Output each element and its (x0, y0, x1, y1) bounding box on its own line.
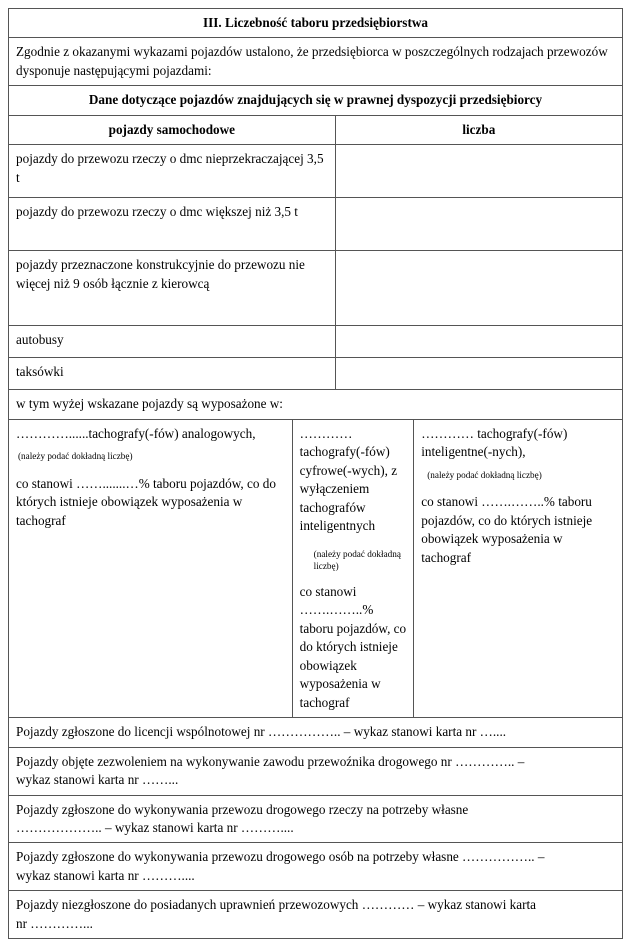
vehicle-count-field[interactable] (335, 251, 622, 326)
tachograph-digital-note: (należy podać dokładną liczbę) (313, 548, 401, 572)
tachograph-analog-note: (należy podać dokładną liczbę) (18, 451, 133, 462)
section-title-row (9, 9, 623, 38)
declaration-community-licence[interactable]: Pojazdy zgłoszone do licencji wspólnotowej nr …………….. – wykaz stanowi karta nr ….... (9, 718, 623, 747)
tachograph-smart-cell (414, 419, 623, 717)
tachograph-analog-cell (9, 419, 293, 717)
vehicle-category-label: autobusy (9, 326, 336, 358)
table-row (9, 145, 623, 198)
tachograph-row (9, 419, 623, 717)
declaration-line-1: Pojazdy zgłoszone do wykonywania przewozu drogowego osób na potrzeby własne …………….. – (16, 849, 545, 865)
tachograph-digital-percent[interactable]: co stanowi …….……..% taboru pojazdów, co do których istnieje obowiązek wyposażenia w tachograf (299, 583, 407, 710)
intro-paragraph: Zgodnie z okazanymi wykazami pojazdów ustalono, że przedsiębiorca w poszczególnych rodzajach przewozów dysponuje następującymi pojazdami: (9, 38, 623, 86)
declaration-road-transport-permit[interactable] (9, 747, 623, 795)
declaration-row (9, 718, 623, 747)
vehicle-category-label: pojazdy do przewozu rzeczy o dmc nieprzekraczającej 3,5 t (9, 145, 336, 198)
table-row (9, 198, 623, 251)
vehicle-category-label: taksówki (9, 358, 336, 390)
tachograph-digital-label[interactable]: ………… tachografy(-fów) cyfrowe(-wych), z wyłączeniem tachografów inteligentnych (299, 425, 398, 534)
declaration-line-2: wykaz stanowi karta nr ……….... (16, 867, 195, 883)
vehicle-category-label: pojazdy do przewozu rzeczy o dmc większej niż 3,5 t (9, 198, 336, 251)
equipment-intro-text: w tym wyżej wskazane pojazdy są wyposażone w: (9, 390, 623, 419)
table-caption: Dane dotyczące pojazdów znajdujących się w prawnej dyspozycji przedsiębiorcy (9, 86, 623, 115)
declaration-line-2: nr …………... (16, 915, 93, 931)
declaration-line-2: ……………….. – wykaz stanowi karta nr ……….... (16, 819, 294, 835)
declaration-line-1: Pojazdy zgłoszone do wykonywania przewozu drogowego rzeczy na potrzeby własne (16, 801, 469, 817)
intro-row (9, 38, 623, 86)
equipment-intro-row (9, 390, 623, 419)
page-title: III. Liczebność taboru przedsiębiorstwa (9, 9, 623, 38)
tachograph-smart-label[interactable]: ………… tachografy(-fów) inteligentne(-nych), (421, 425, 568, 460)
spacer (421, 481, 615, 493)
declaration-row (9, 843, 623, 891)
column-header-count: liczba (335, 115, 622, 144)
spacer (300, 573, 407, 583)
spacer (16, 463, 285, 475)
declaration-line-2: wykaz stanowi karta nr ……... (16, 772, 179, 788)
declaration-unregistered-vehicles[interactable] (9, 891, 623, 939)
table-header-row (9, 115, 623, 144)
vehicle-fleet-form-table (8, 8, 623, 939)
table-row (9, 358, 623, 390)
vehicle-category-label: pojazdy przeznaczone konstrukcyjnie do przewozu nie więcej niż 9 osób łącznie z kierowcą (9, 251, 336, 326)
vehicle-count-field[interactable] (335, 358, 622, 390)
tachograph-analog-label[interactable]: …………......tachografy(-fów) analogowych, (16, 425, 256, 441)
vehicle-count-field[interactable] (335, 326, 622, 358)
column-header-vehicles: pojazdy samochodowe (9, 115, 336, 144)
tachograph-analog-percent[interactable]: co stanowi …….......…% taboru pojazdów, co do których istnieje obowiązek wyposażenia w tachograf (16, 475, 276, 528)
declaration-own-passenger-transport[interactable] (9, 843, 623, 891)
tachograph-smart-note: (należy podać dokładną liczbę) (427, 469, 542, 480)
table-row (9, 251, 623, 326)
tachograph-digital-cell (292, 419, 414, 717)
vehicle-count-field[interactable] (335, 145, 622, 198)
vehicle-count-field[interactable] (335, 198, 622, 251)
declaration-line-1: Pojazdy objęte zezwoleniem na wykonywanie zawodu przewoźnika drogowego nr ………….. – (16, 753, 525, 769)
declaration-row (9, 747, 623, 795)
tachograph-smart-percent[interactable]: co stanowi …….……..% taboru pojazdów, co do których istnieje obowiązek wyposażenia w tachograf (421, 494, 593, 565)
table-row (9, 326, 623, 358)
table-caption-row (9, 86, 623, 115)
declaration-row (9, 795, 623, 843)
declaration-own-goods-transport[interactable] (9, 795, 623, 843)
declaration-row (9, 891, 623, 939)
declaration-line-1: Pojazdy niezgłoszone do posiadanych uprawnień przewozowych ………… – wykaz stanowi karta (16, 897, 537, 913)
